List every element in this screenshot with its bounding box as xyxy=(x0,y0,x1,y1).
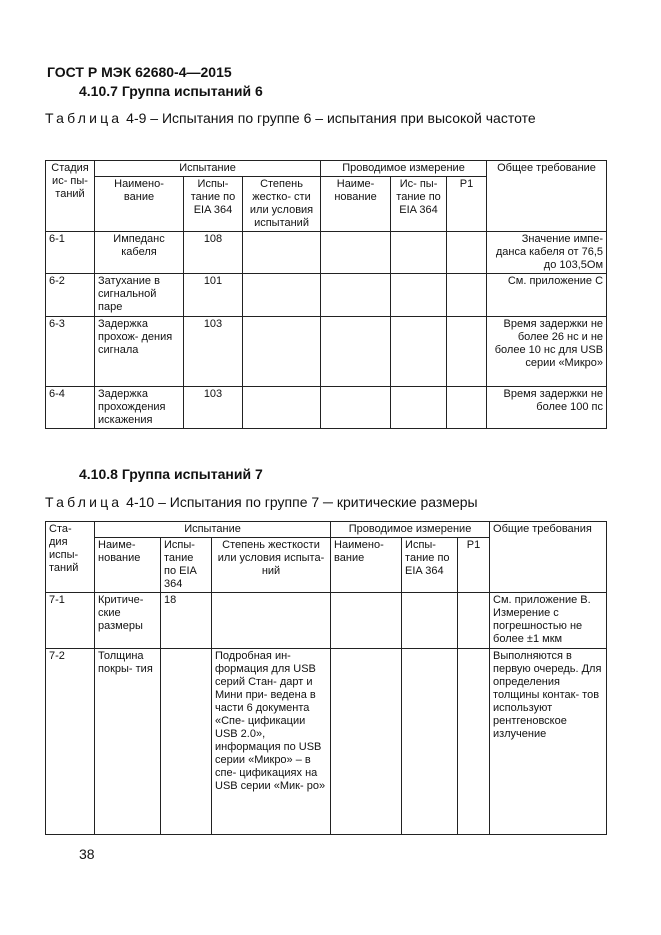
cell-eia: 101 xyxy=(184,274,243,317)
header-requirement: Общее требование xyxy=(487,161,607,232)
cell-eia: 108 xyxy=(184,232,243,274)
cell-meas-eia xyxy=(402,593,458,649)
cell-requirement: Выполняются в первую очередь. Для определения толщины контак- тов используют рентгеновское излучение xyxy=(490,649,607,835)
cell-eia: 18 xyxy=(161,593,212,649)
table-row xyxy=(46,649,607,835)
cell-severity xyxy=(243,387,321,429)
page-number: 38 xyxy=(79,846,95,862)
cell-meas-eia xyxy=(391,232,447,274)
table-row xyxy=(46,232,607,274)
cell-p1 xyxy=(458,649,490,835)
cell-meas-name xyxy=(321,274,391,317)
cell-severity xyxy=(243,274,321,317)
table-row xyxy=(46,274,607,317)
section-heading-6: 4.10.7 Группа испытаний 6 xyxy=(79,83,263,99)
cell-name: Задержка прохож- дения сигнала xyxy=(95,317,184,387)
cell-p1 xyxy=(458,593,490,649)
header-eia: Испы- тание по EIA 364 xyxy=(161,538,212,593)
cell-meas-name xyxy=(321,387,391,429)
test-table-group-6 xyxy=(45,160,607,429)
header-severity: Степень жесткости или условия испыта- ний xyxy=(212,538,331,593)
caption-text: 4-9 – Испытания по группе 6 – испытания при высокой частоте xyxy=(122,110,536,126)
header-name: Наиме- нование xyxy=(95,538,161,593)
test-table-group-7 xyxy=(45,521,607,835)
cell-stage: 7-2 xyxy=(46,649,95,835)
cell-stage: 6-2 xyxy=(46,274,95,317)
cell-name: Задержка прохождения искажения xyxy=(95,387,184,429)
cell-requirement: См. приложение В. Измерение с погрешностью не более ±1 мкм xyxy=(490,593,607,649)
header-test: Испытание xyxy=(95,522,331,538)
cell-eia: 103 xyxy=(184,317,243,387)
section-heading-7: 4.10.8 Группа испытаний 7 xyxy=(79,466,263,482)
header-meas-eia: Испы- тание по EIA 364 xyxy=(402,538,458,593)
table-row xyxy=(46,387,607,429)
header-meas-name: Наиме- нование xyxy=(321,177,391,232)
cell-stage: 6-4 xyxy=(46,387,95,429)
header-meas-name: Наимено- вание xyxy=(331,538,402,593)
cell-meas-eia xyxy=(391,317,447,387)
header-requirement: Общие требования xyxy=(490,522,607,593)
cell-eia: 103 xyxy=(184,387,243,429)
cell-meas-name xyxy=(321,317,391,387)
cell-requirement: Время задержки не более 26 нс и не более 10 нс для USB серии «Микро» xyxy=(487,317,607,387)
cell-p1 xyxy=(447,387,487,429)
cell-meas-name xyxy=(321,232,391,274)
caption-word: Таблица xyxy=(45,110,123,126)
cell-stage: 6-1 xyxy=(46,232,95,274)
cell-requirement: Значение импе- данса кабеля от 76,5 до 103,5Ом xyxy=(487,232,607,274)
standard-header: ГОСТ Р МЭК 62680-4—2015 xyxy=(47,64,232,80)
cell-p1 xyxy=(447,274,487,317)
header-test: Испытание xyxy=(95,161,321,177)
cell-severity xyxy=(243,317,321,387)
header-stage: Ста- дия испы- таний xyxy=(46,522,95,593)
cell-requirement: См. приложение С xyxy=(487,274,607,317)
header-p1: Р1 xyxy=(447,177,487,232)
cell-meas-eia xyxy=(391,387,447,429)
header-measurement: Проводимое измерение xyxy=(331,522,490,538)
cell-severity xyxy=(212,593,331,649)
table-caption-4-9 xyxy=(45,106,605,130)
cell-meas-eia xyxy=(402,649,458,835)
cell-name: Затухание в сигнальной паре xyxy=(95,274,184,317)
header-meas-eia: Ис- пы- тание по EIA 364 xyxy=(391,177,447,232)
table-row xyxy=(46,317,607,387)
cell-eia xyxy=(161,649,212,835)
cell-stage: 7-1 xyxy=(46,593,95,649)
header-p1: Р1 xyxy=(458,538,490,593)
cell-meas-name xyxy=(331,593,402,649)
header-eia: Испы- тание по EIA 364 xyxy=(184,177,243,232)
cell-severity xyxy=(243,232,321,274)
cell-name: Толщина покры- тия xyxy=(95,649,161,835)
table-header-row xyxy=(46,522,607,538)
header-stage: Стадия ис- пы- таний xyxy=(46,161,95,232)
caption-text: 4-10 – Испытания по группе 7 ─ критические размеры xyxy=(122,494,478,510)
header-name: Наимено- вание xyxy=(95,177,184,232)
table-header-row xyxy=(46,161,607,177)
cell-name: Импеданс кабеля xyxy=(95,232,184,274)
cell-name: Критиче- ские размеры xyxy=(95,593,161,649)
cell-meas-eia xyxy=(391,274,447,317)
cell-stage: 6-3 xyxy=(46,317,95,387)
table-row xyxy=(46,593,607,649)
table-caption-4-10 xyxy=(45,490,605,514)
cell-meas-name xyxy=(331,649,402,835)
header-severity: Степень жестко- сти или условия испытаний xyxy=(243,177,321,232)
caption-word: Таблица xyxy=(45,494,123,510)
header-measurement: Проводимое измерение xyxy=(321,161,487,177)
cell-p1 xyxy=(447,232,487,274)
cell-severity: Подробная ин- формация для USB серий Стан- дарт и Мини при- ведена в части 6 документа «Спе- цификации USB 2.0», информация по USB серии «Микро» – в спе- цификациях на USB серии «Мик- ро» xyxy=(212,649,331,835)
cell-p1 xyxy=(447,317,487,387)
cell-requirement: Время задержки не более 100 пс xyxy=(487,387,607,429)
